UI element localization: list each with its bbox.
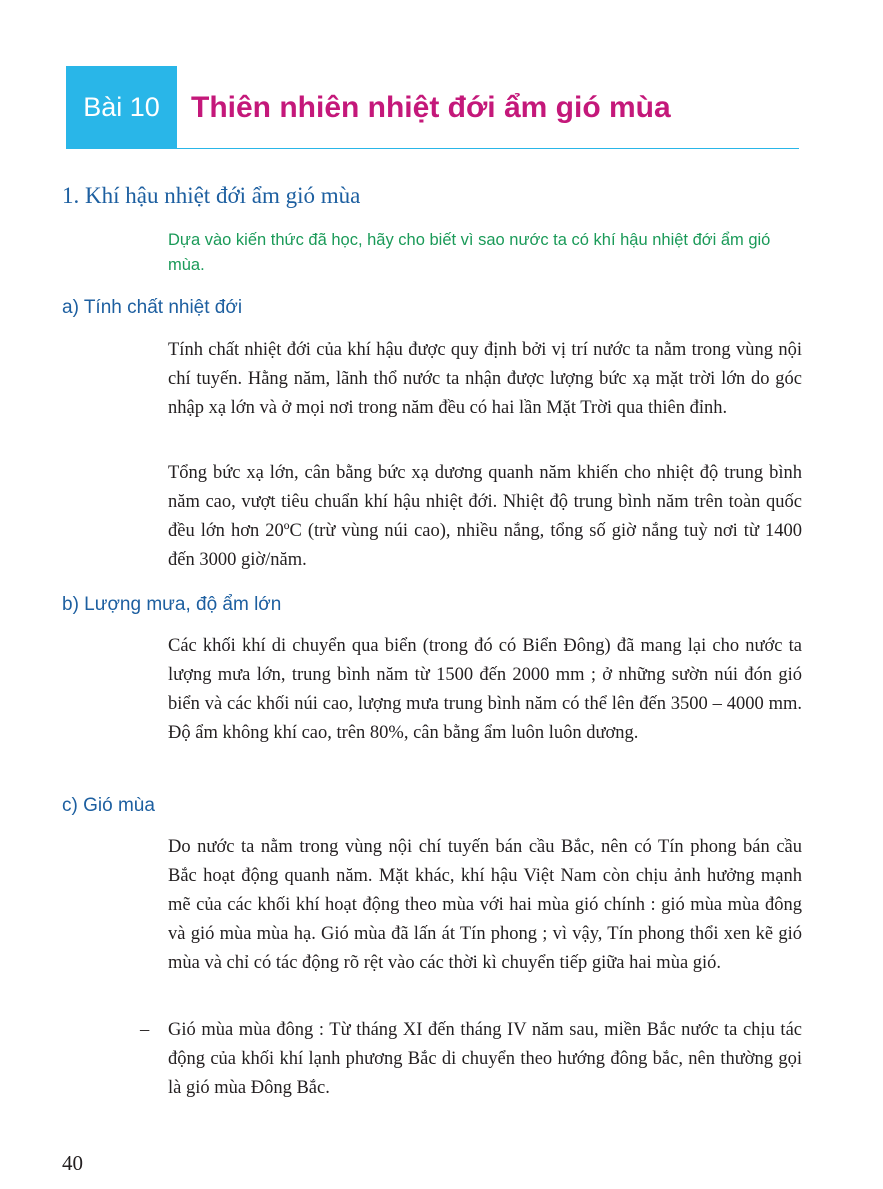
lesson-title: Thiên nhiên nhiệt đới ẩm gió mùa	[191, 91, 671, 124]
section-heading-climate: 1. Khí hậu nhiệt đới ẩm gió mùa	[62, 183, 361, 208]
paragraph-tropical-1: Tính chất nhiệt đới của khí hậu được quy định bởi vị trí nước ta nằm trong vùng nội chí tuyến. Hằng năm, lãnh thổ nước ta nhận được lượng bức xạ mặt trời lớn do góc nhập xạ lớn và ở mọi nơi trong năm đều có hai lần Mặt Trời qua thiên đỉnh.	[168, 340, 802, 418]
bullet-winter-monsoon: Gió mùa mùa đông : Từ tháng XI đến tháng IV năm sau, miền Bắc nước ta chịu tác động của khối khí lạnh phương Bắc di chuyển theo hướng đông bắc, nên thường gọi là gió mùa Đông Bắc.	[168, 1020, 802, 1098]
page-number: 40	[62, 1151, 83, 1175]
subheading-tropical: a) Tính chất nhiệt đới	[62, 297, 243, 318]
paragraph-monsoon: Do nước ta nằm trong vùng nội chí tuyến bán cầu Bắc, nên có Tín phong bán cầu Bắc hoạt động quanh năm. Mặt khác, khí hậu Việt Nam còn chịu ảnh hưởng mạnh mẽ của các khối khí hoạt động theo mùa với hai mùa gió chính : gió mùa mùa đông và gió mùa mùa hạ. Gió mùa đã lấn át Tín phong ; vì vậy, Tín phong thổi xen kẽ gió mùa và chỉ có tác động rõ rệt vào các thời kì chuyển tiếp giữa hai mùa gió.	[168, 837, 802, 973]
bullet-dash: –	[140, 1020, 150, 1040]
paragraph-tropical-2: Tổng bức xạ lớn, cân bằng bức xạ dương quanh năm khiến cho nhiệt độ trung bình năm cao, vượt tiêu chuẩn khí hậu nhiệt đới. Nhiệt độ trung bình năm trên toàn quốc đều lớn hơn 20ºC (trừ vùng núi cao), nhiều nắng, tổng số giờ nắng tuỳ nơi từ 1400 đến 3000 giờ/năm.	[168, 463, 802, 570]
lesson-number-badge: Bài 10	[66, 66, 177, 149]
title-underline	[177, 148, 799, 149]
paragraph-rainfall: Các khối khí di chuyển qua biển (trong đó có Biển Đông) đã mang lại cho nước ta lượng mưa lớn, trung bình năm từ 1500 đến 2000 mm ; ở những sườn núi đón gió biển và các khối núi cao, lượng mưa trung bình năm có thể lên đến 3500 – 4000 mm. Độ ẩm không khí cao, trên 80%, cân bằng ẩm luôn luôn dương.	[168, 636, 802, 743]
subheading-rainfall: b) Lượng mưa, độ ẩm lớn	[62, 594, 282, 615]
question-prompt: Dựa vào kiến thức đã học, hãy cho biết vì sao nước ta có khí hậu nhiệt đới ẩm gió mùa.	[168, 231, 771, 274]
lesson-header	[66, 66, 799, 149]
subheading-monsoon: c) Gió mùa	[62, 795, 155, 816]
